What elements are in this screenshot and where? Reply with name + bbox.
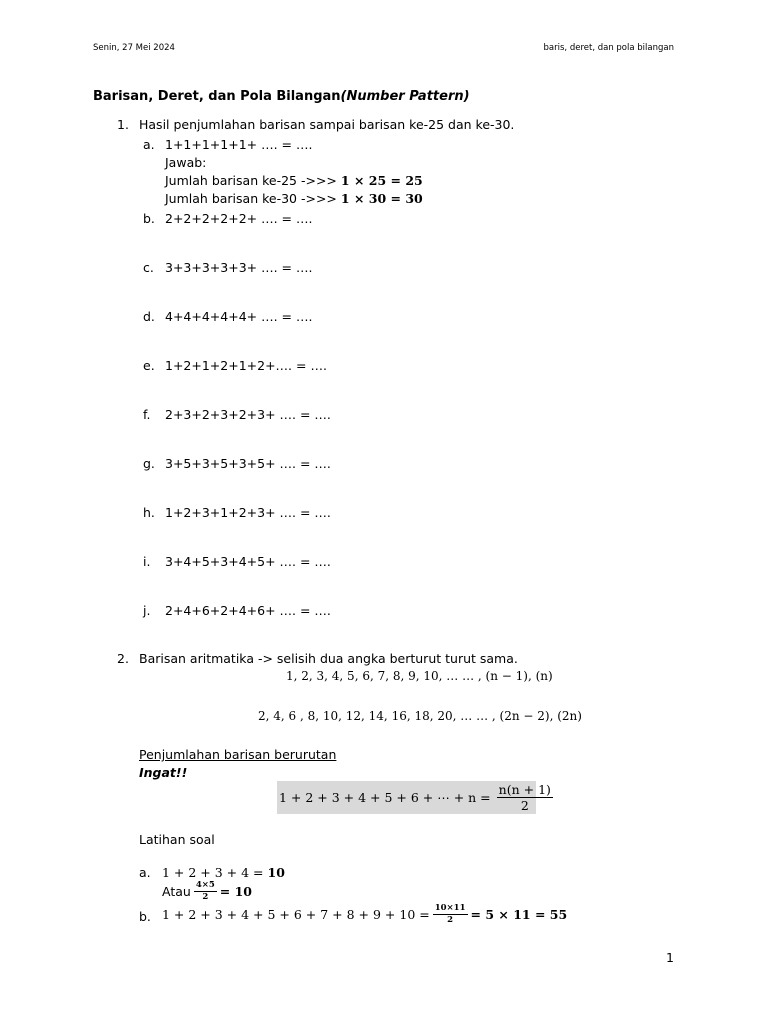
- latihan-label: Latihan soal: [139, 832, 215, 847]
- answer-25-label: Jumlah barisan ke-25 ->>>: [165, 173, 337, 188]
- q1-number: 1.: [117, 117, 129, 132]
- q1-item-expr: 4+4+4+4+4+ …. = ….: [165, 309, 313, 324]
- q1-item-letter: b.: [143, 211, 155, 226]
- example-letter: b.: [139, 909, 151, 924]
- example-a-result: 10: [267, 865, 285, 880]
- q1-item-expr: 2+3+2+3+2+3+ …. = ….: [165, 407, 331, 422]
- example-b-result: = 5 × 11 = 55: [470, 906, 568, 922]
- example-a-frac-num: 4×5: [195, 880, 215, 890]
- ingat-label: Ingat!!: [139, 765, 188, 780]
- formula-numerator: n(n + 1): [498, 781, 551, 797]
- example-b-frac-num: 10×11: [434, 903, 466, 913]
- atau-label: Atau: [162, 883, 191, 899]
- q1-item-letter: g.: [143, 456, 155, 471]
- answer-25-math: 1 × 25 = 25: [340, 173, 423, 188]
- formula-fraction: [497, 783, 553, 812]
- q1-item-expr: 1+2+3+1+2+3+ …. = ….: [165, 505, 331, 520]
- example-a-lhs: 1 + 2 + 3 + 4 =: [162, 865, 264, 880]
- example-b-frac-den: 2: [447, 914, 454, 925]
- example-a-alt-result: = 10: [219, 883, 253, 899]
- q1-item-expr: 2+4+6+2+4+6+ …. = ….: [165, 603, 331, 618]
- sum-formula: [279, 781, 554, 814]
- example-a-alt: [162, 881, 252, 902]
- q1-item-letter: f.: [143, 407, 151, 422]
- example-letter: a.: [139, 865, 151, 880]
- example-b-lhs: 1 + 2 + 3 + 4 + 5 + 6 + 7 + 8 + 9 + 10 =: [162, 906, 430, 922]
- sum-heading: Penjumlahan barisan berurutan: [139, 747, 337, 762]
- example-a-expr: [162, 865, 285, 880]
- formula-lhs: 1 + 2 + 3 + 4 + 5 + 6 + ⋯ + n =: [279, 790, 491, 805]
- title-main: Barisan, Deret, dan Pola Bilangan: [93, 89, 341, 104]
- q1-item-letter: h.: [143, 505, 155, 520]
- title-italic: (Number Pattern): [340, 89, 470, 104]
- answer-30-label: Jumlah barisan ke-30 ->>>: [165, 191, 337, 206]
- example-b-fraction: [433, 904, 468, 925]
- example-b-expr: [162, 904, 567, 925]
- q1-item-expr: 2+2+2+2+2+ …. = ….: [165, 211, 313, 226]
- q2-text: Barisan aritmatika -> selisih dua angka berturut turut sama.: [139, 651, 518, 666]
- q1-item-expr: 1+1+1+1+1+ …. = ….: [165, 137, 313, 152]
- sequence-2: 2, 4, 6 , 8, 10, 12, 14, 16, 18, 20, … … , (2n − 2), (2n): [258, 709, 582, 723]
- header-date: Senin, 27 Mei 2024: [93, 43, 175, 53]
- q1-item-letter: d.: [143, 309, 155, 324]
- q1-item-expr: 3+5+3+5+3+5+ …. = ….: [165, 456, 331, 471]
- sequence-1: 1, 2, 3, 4, 5, 6, 7, 8, 9, 10, … … , (n − 1), (n): [286, 669, 553, 683]
- q1-item-letter: c.: [143, 260, 154, 275]
- formula-denominator: 2: [520, 798, 529, 813]
- example-a-fraction: [194, 881, 217, 902]
- answer-line-30: [165, 191, 423, 206]
- q1-item-expr: 3+3+3+3+3+ …. = ….: [165, 260, 313, 275]
- page-title: [93, 89, 470, 105]
- q1-item-letter: e.: [143, 358, 155, 373]
- q2-number: 2.: [117, 651, 129, 666]
- q1-item-letter: j.: [143, 603, 151, 618]
- q1-item-expr: 1+2+1+2+1+2+…. = ….: [165, 358, 327, 373]
- answer-line-25: [165, 173, 423, 188]
- answer-label: Jawab:: [165, 155, 207, 170]
- q1-item-letter: a.: [143, 137, 155, 152]
- example-a-frac-den: 2: [202, 891, 209, 902]
- answer-30-math: 1 × 30 = 30: [340, 191, 423, 206]
- q1-text: Hasil penjumlahan barisan sampai barisan ke-25 dan ke-30.: [139, 117, 515, 132]
- header-topic: baris, deret, dan pola bilangan: [543, 43, 674, 53]
- q1-item-letter: i.: [143, 554, 151, 569]
- q1-item-expr: 3+4+5+3+4+5+ …. = ….: [165, 554, 331, 569]
- page-number: 1: [666, 950, 674, 965]
